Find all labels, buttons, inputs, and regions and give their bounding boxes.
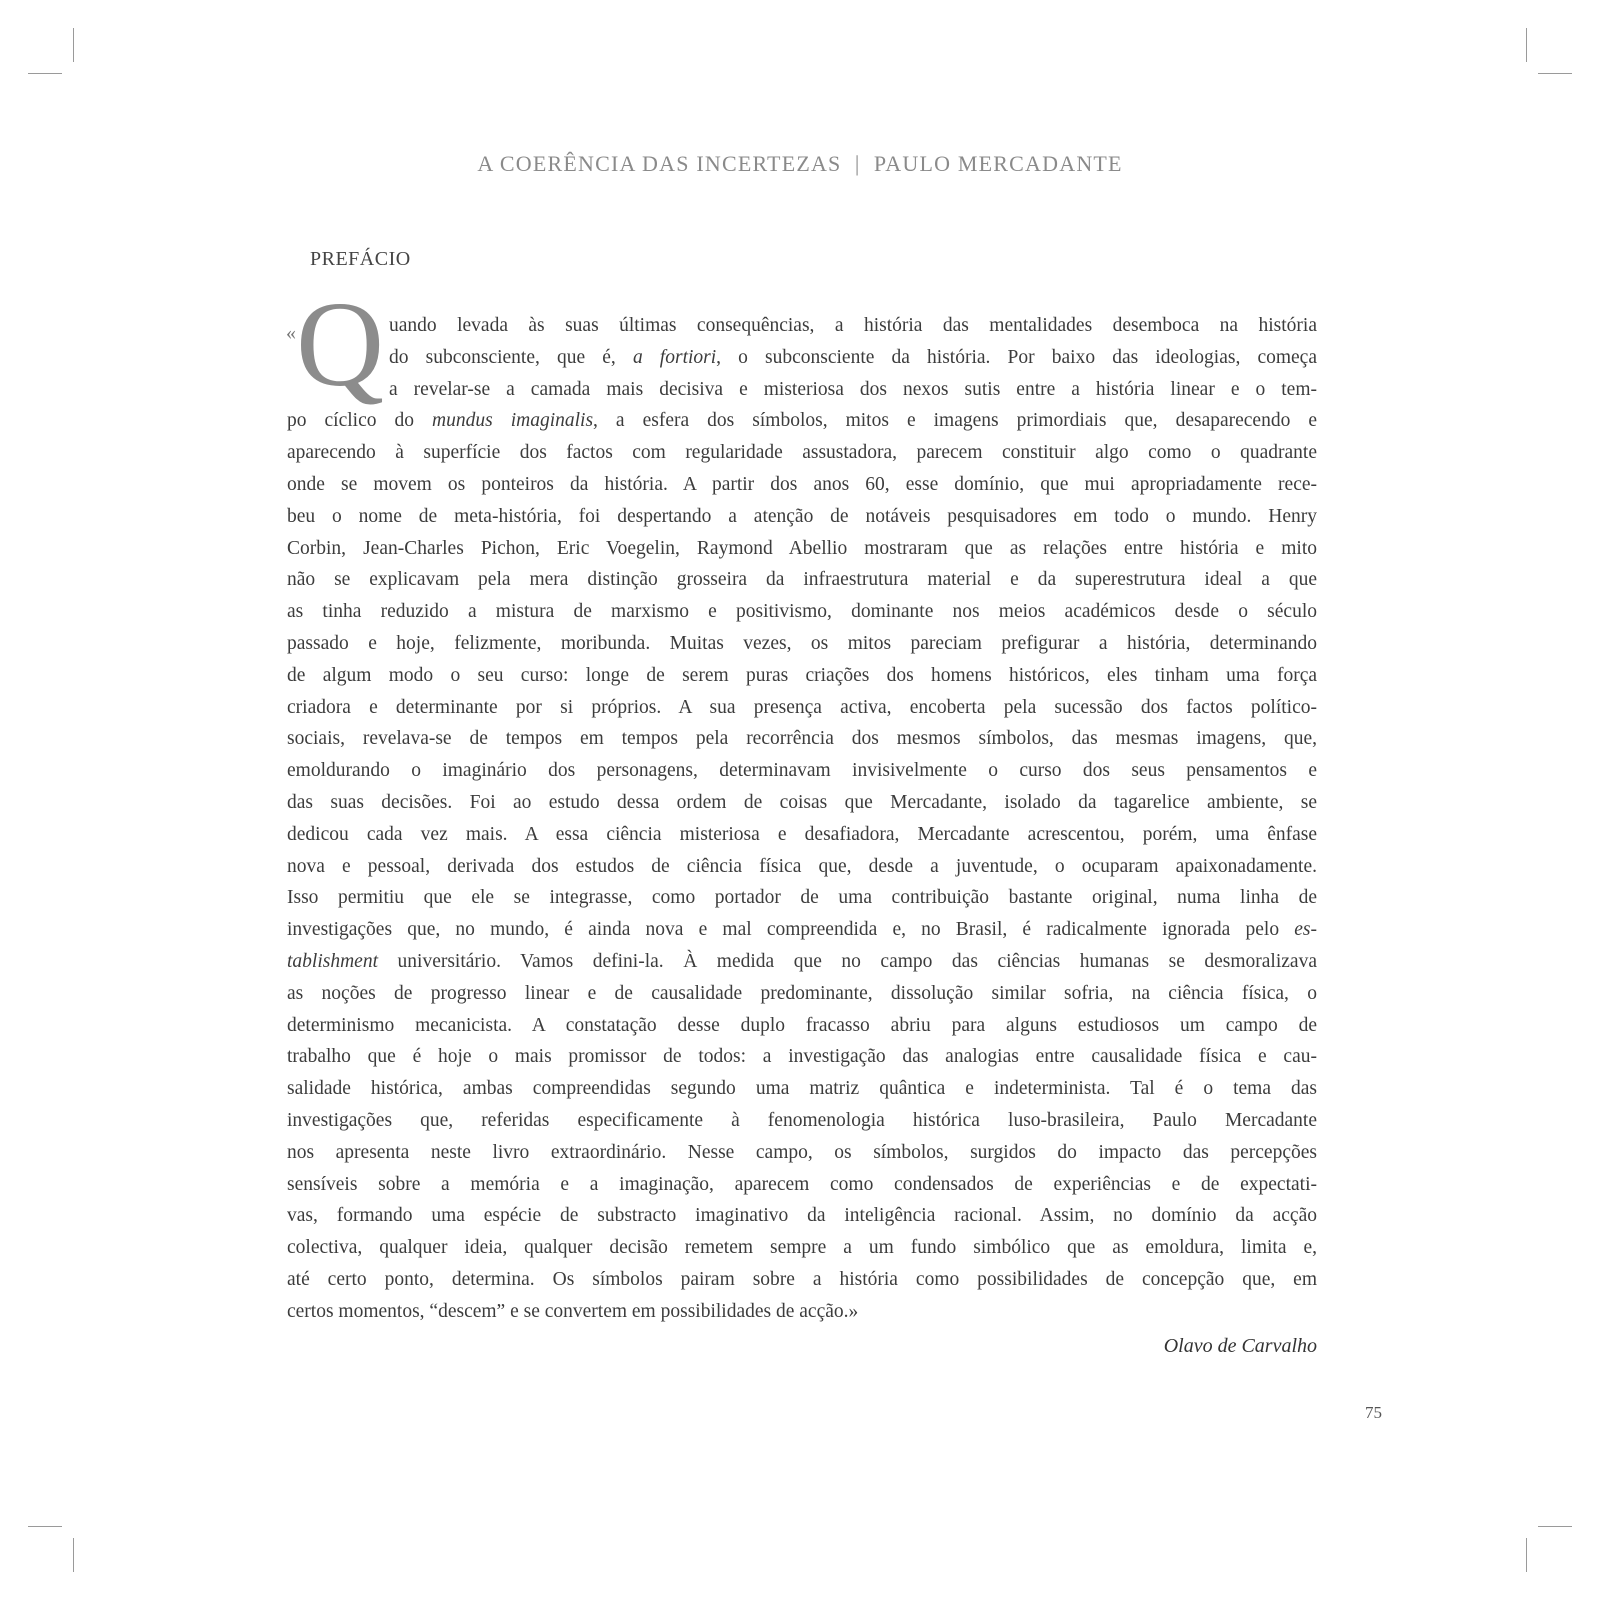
text-run: certos momentos, “descem” e se convertem em possibilidades de acção.» [287, 1300, 859, 1322]
italic-term: a fortiori [632, 346, 717, 368]
page-number: 75 [1365, 1403, 1382, 1422]
text-run: Isso permitiu que ele se integrasse, como portador de uma contribuição bastante original, numa linha de [287, 887, 1317, 909]
text-line [287, 755, 1317, 787]
text-run: nova e pessoal, derivada dos estudos de ciência física que, desde a juventude, o ocuparam apaixonadamente. [287, 855, 1317, 877]
text-line [287, 851, 1317, 883]
text-run: Corbin, Jean-Charles Pichon, Eric Voegelin, Raymond Abellio mostraram que as relações entre história e mito [287, 537, 1317, 559]
text-line [287, 1296, 1317, 1328]
drop-cap: Q [296, 277, 385, 412]
text-line [287, 819, 1317, 851]
text-run: , o subconsciente da história. Por baixo das ideologias, começa [716, 346, 1317, 368]
text-line [287, 310, 1317, 342]
text-line [287, 660, 1317, 692]
opening-quote-mark: « [286, 322, 296, 344]
text-run: do subconsciente, que é, [389, 346, 633, 368]
crop-mark-top-left-v [73, 28, 74, 62]
text-run: a revelar-se a camada mais decisiva e misteriosa dos nexos sutis entre a história linear e o tem- [389, 378, 1317, 400]
text-line [287, 1041, 1317, 1073]
crop-mark-bottom-left-v [73, 1538, 74, 1572]
italic-term: tablishment [287, 950, 378, 972]
italic-term: es- [1294, 919, 1317, 941]
crop-mark-bottom-right-v [1526, 1538, 1527, 1572]
text-line [287, 882, 1317, 914]
preface-body [287, 310, 1317, 1328]
crop-mark-bottom-right-h [1538, 1526, 1572, 1527]
text-line [287, 596, 1317, 628]
text-run: nos apresenta neste livro extraordinário. Nesse campo, os símbolos, surgidos do impacto das percepções [287, 1141, 1317, 1163]
text-run: onde se movem os ponteiros da história. A partir dos anos 60, esse domínio, que mui apropriadamente rece- [287, 473, 1317, 495]
text-line [287, 978, 1317, 1010]
text-run: sensíveis sobre a memória e a imaginação, aparecem como condensados de experiências e de expectati- [287, 1173, 1317, 1195]
text-run: uando levada às suas últimas consequências, a história das mentalidades desemboca na história [389, 315, 1317, 336]
italic-term: mundus imaginalis [432, 410, 594, 432]
text-run: passado e hoje, felizmente, moribunda. Muitas vezes, os mitos pareciam prefigurar a história, determinando [287, 632, 1317, 654]
text-run: criadora e determinante por si próprios. A sua presença activa, encoberta pela sucessão dos factos político- [287, 696, 1317, 718]
text-line [287, 501, 1317, 533]
text-line [287, 469, 1317, 501]
text-line [287, 1010, 1317, 1042]
text-run: das suas decisões. Foi ao estudo dessa ordem de coisas que Mercadante, isolado da tagarelice ambiente, se [287, 791, 1317, 813]
text-run: investigações que, no mundo, é ainda nova e mal compreendida e, no Brasil, é radicalmente ignorada pelo [287, 919, 1295, 941]
text-run: , a esfera dos símbolos, mitos e imagens primordiais que, desaparecendo e [593, 410, 1318, 432]
text-line [287, 533, 1317, 565]
text-run: beu o nome de meta-história, foi despertando a atenção de notáveis pesquisadores em todo o mundo. Henry [287, 505, 1317, 527]
text-line [287, 1105, 1317, 1137]
text-run: emoldurando o imaginário dos personagens, determinavam invisivelmente o curso dos seus pensamentos e [287, 760, 1317, 782]
running-head: A COERÊNCIA DAS INCERTEZAS | PAULO MERCADANTE [477, 151, 1123, 176]
text-run: po cíclico do [287, 410, 433, 432]
text-line [287, 1137, 1317, 1169]
crop-mark-top-right-h [1538, 73, 1572, 74]
text-run: determinismo mecanicista. A constatação desse duplo fracasso abriu para alguns estudiosos um campo de [287, 1014, 1317, 1036]
text-run: universitário. Vamos defini-la. À medida que no campo das ciências humanas se desmoralizava [378, 950, 1317, 972]
text-run: não se explicavam pela mera distinção grosseira da infraestrutura material e da superestrutura ideal a que [287, 569, 1317, 591]
text-line [287, 342, 1317, 374]
text-line [287, 946, 1317, 978]
text-run: vas, formando uma espécie de substracto imaginativo da inteligência racional. Assim, no domínio da acção [287, 1205, 1317, 1227]
text-run: trabalho que é hoje o mais promissor de todos: a investigação das analogias entre causalidade física e cau- [287, 1046, 1317, 1068]
text-run: de algum modo o seu curso: longe de serem puras criações dos homens históricos, eles tinham uma força [287, 664, 1317, 686]
text-run: as noções de progresso linear e de causalidade predominante, dissolução similar sofria, na ciência física, o [287, 982, 1317, 1004]
text-run: dedicou cada vez mais. A essa ciência misteriosa e desafiadora, Mercadante acrescentou, porém, uma ênfase [287, 823, 1317, 845]
text-line [287, 787, 1317, 819]
text-run: salidade histórica, ambas compreendidas segundo uma matriz quântica e indeterminista. Tal é o tema das [287, 1078, 1317, 1100]
attribution: Olavo de Carvalho [1163, 1335, 1317, 1357]
text-line [287, 564, 1317, 596]
text-line [287, 405, 1317, 437]
text-run: as tinha reduzido a mistura de marxismo e positivismo, dominante nos meios académicos desde o século [287, 601, 1317, 623]
text-run: investigações que, referidas especificamente à fenomenologia histórica luso-brasileira, Paulo Mercadante [287, 1109, 1317, 1131]
crop-mark-bottom-left-h [28, 1526, 62, 1527]
text-line [287, 374, 1317, 406]
text-run: aparecendo à superfície dos factos com regularidade assustadora, parecem constituir algo como o quadrante [287, 442, 1317, 464]
text-line [287, 1073, 1317, 1105]
text-line [287, 914, 1317, 946]
text-line [287, 692, 1317, 724]
text-line [287, 1200, 1317, 1232]
section-title: PREFÁCIO [310, 248, 411, 270]
text-line [287, 1232, 1317, 1264]
crop-mark-top-left-h [28, 73, 62, 74]
text-line [287, 1264, 1317, 1296]
text-line [287, 437, 1317, 469]
text-run: colectiva, qualquer ideia, qualquer decisão remetem sempre a um fundo simbólico que as emoldura, limita e, [287, 1237, 1317, 1259]
text-line [287, 723, 1317, 755]
text-run: sociais, revelava-se de tempos em tempos pela recorrência dos mesmos símbolos, das mesmas imagens, que, [287, 728, 1317, 750]
crop-mark-top-right-v [1526, 28, 1527, 62]
text-line [287, 1169, 1317, 1201]
text-line [287, 628, 1317, 660]
text-run: até certo ponto, determina. Os símbolos pairam sobre a história como possibilidades de concepção que, em [287, 1268, 1317, 1290]
